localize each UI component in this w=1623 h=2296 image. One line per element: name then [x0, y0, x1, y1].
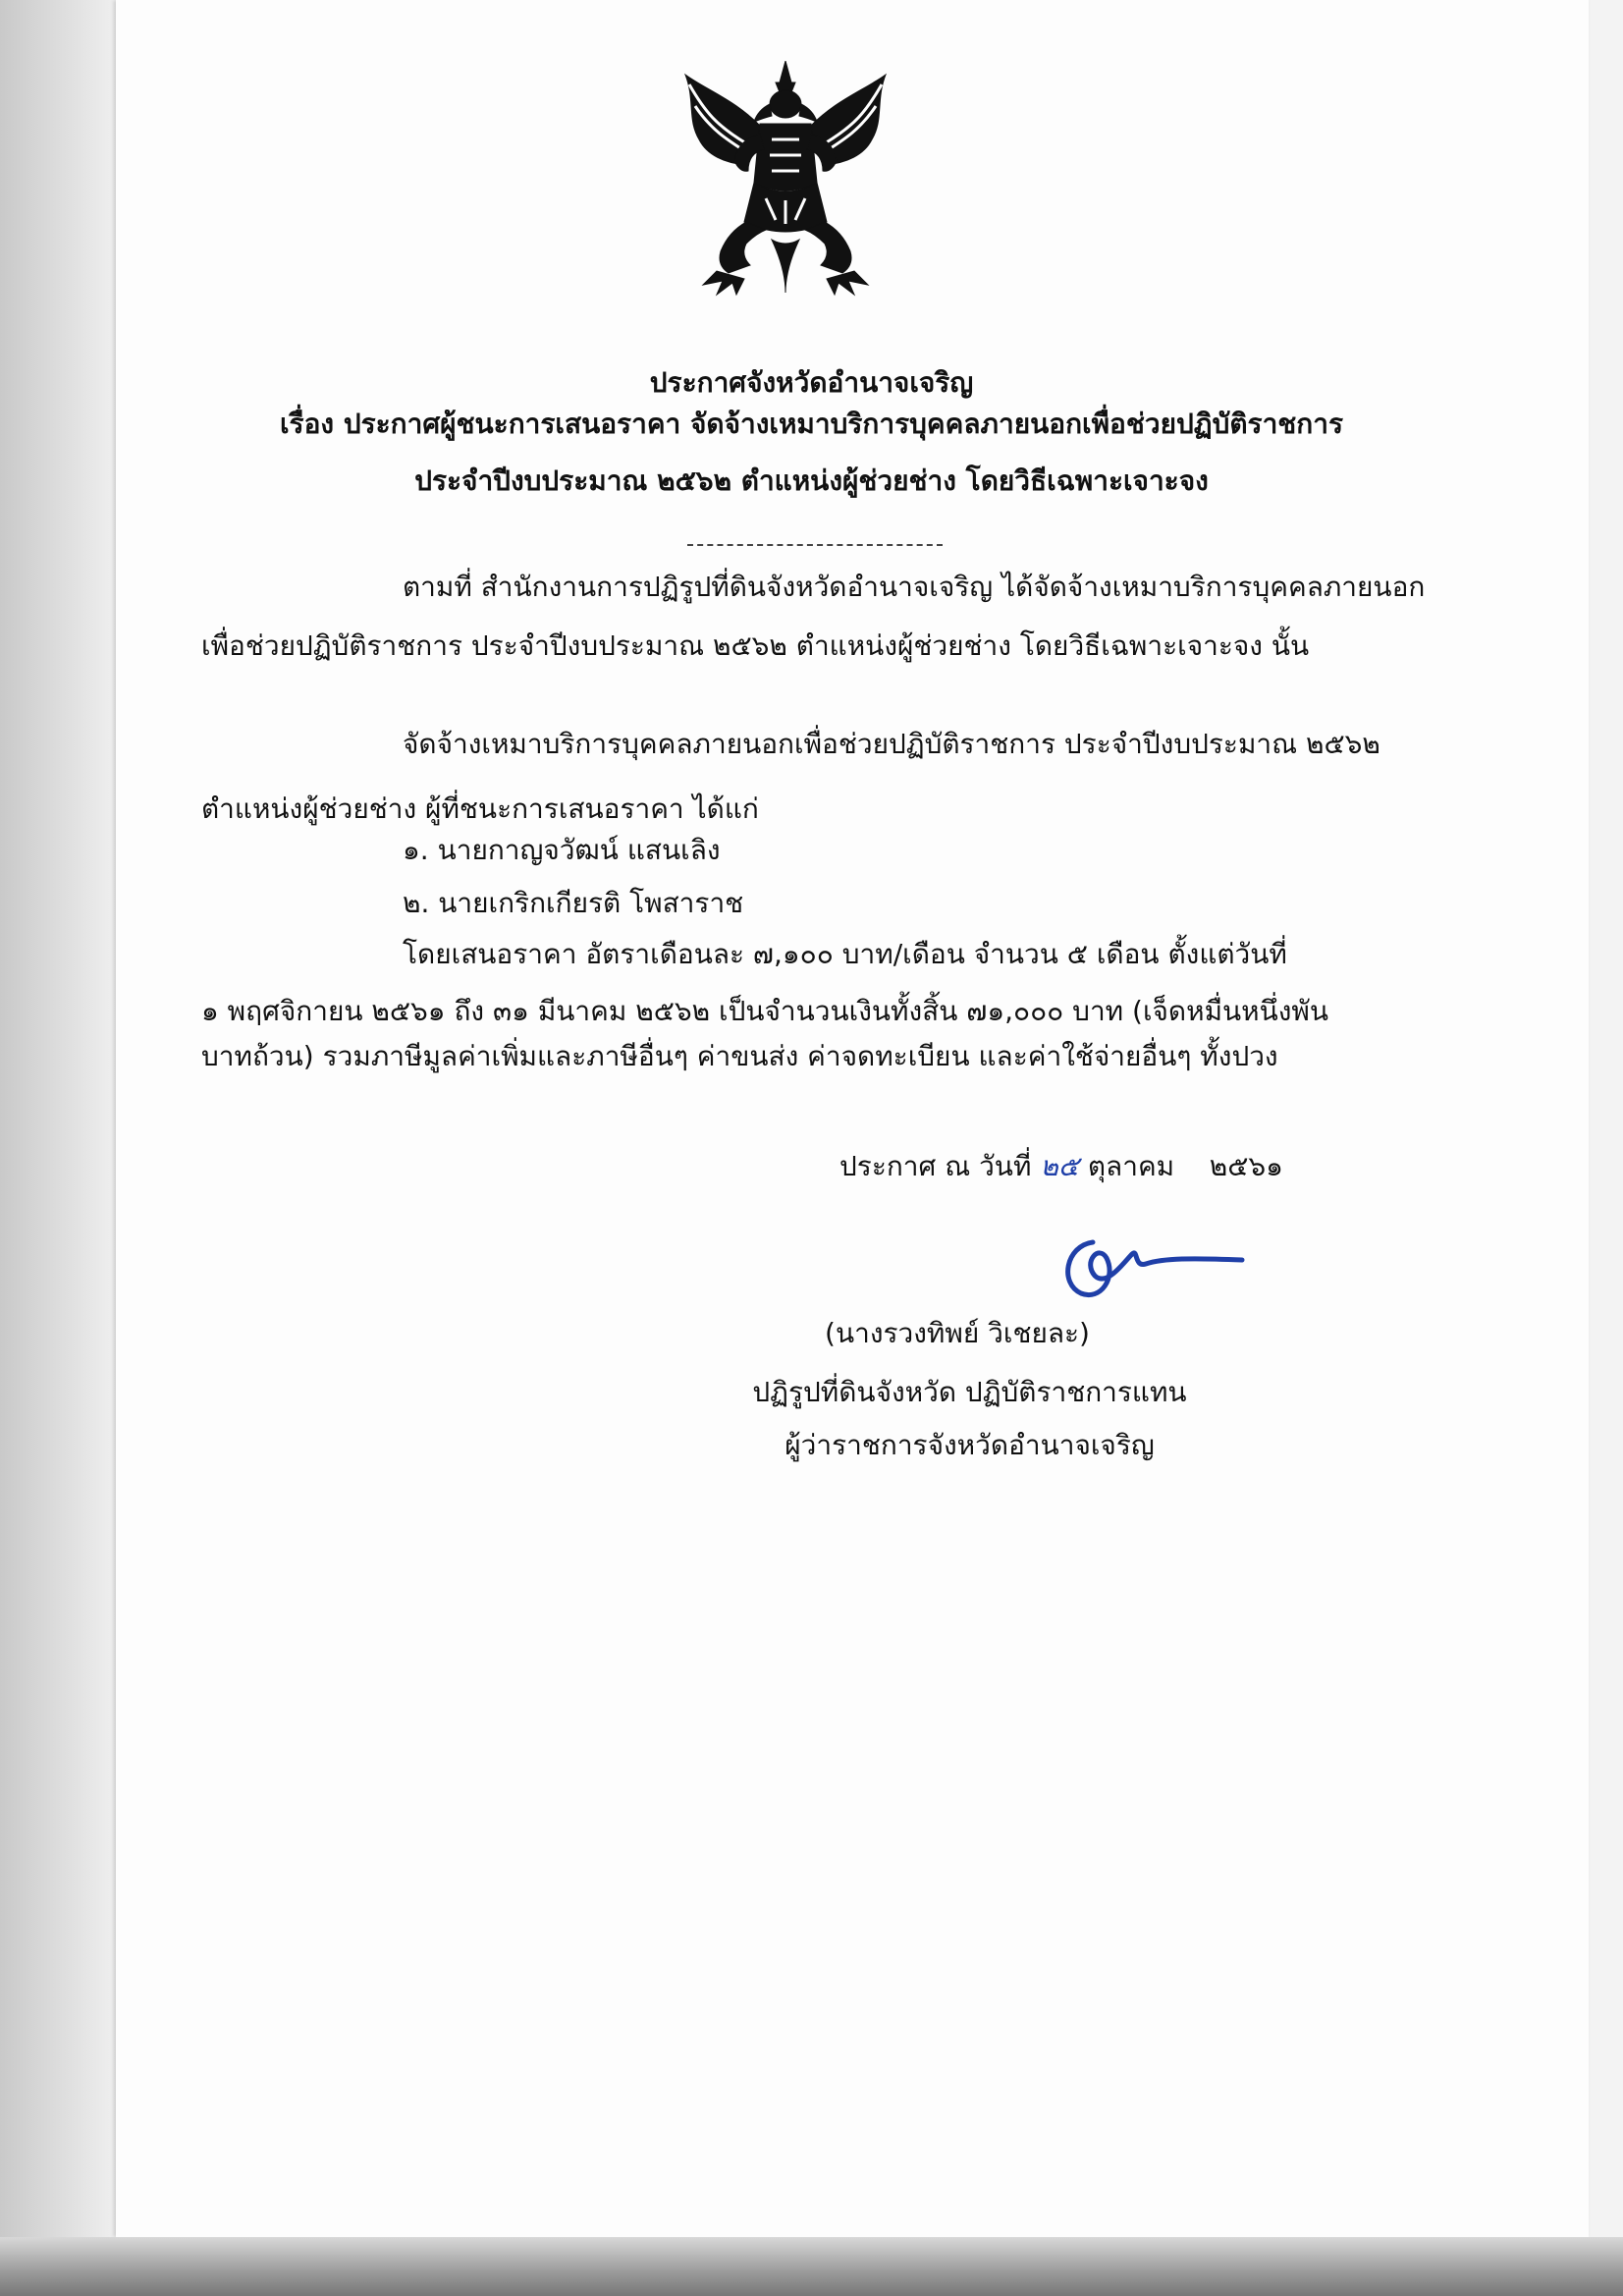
signatory-name: (นางรวงทิพย์ วิเชยละ) [825, 1317, 1090, 1349]
announcement-day-handwritten: ๒๕ [1040, 1150, 1079, 1182]
title-divider [687, 544, 943, 546]
paragraph-1-line-2: เพื่อช่วยปฏิบัติราชการ ประจำปีงบประมาณ ๒๕๖๒ ตำแหน่งผู้ช่วยช่าง โดยวิธีเฉพาะเจาะจง นั้น [201, 629, 1310, 662]
announcement-date-prefix: ประกาศ ณ วันที่ [839, 1150, 1032, 1182]
signatory-position-1: ปฏิรูปที่ดินจังหวัด ปฏิบัติราชการแทน [752, 1376, 1187, 1408]
signatory-position-2: ผู้ว่าราชการจังหวัดอำนาจเจริญ [784, 1429, 1155, 1461]
paragraph-1-line-1: ตามที่ สำนักงานการปฏิรูปที่ดินจังหวัดอำนาจเจริญ ได้จัดจ้างเหมาบริการบุคคลภายนอก [403, 571, 1426, 603]
paragraph-2-line-2: ตำแหน่งผู้ช่วยช่าง ผู้ที่ชนะการเสนอราคา ได้แก่ [201, 793, 759, 825]
document-title: ประกาศจังหวัดอำนาจเจริญ [649, 366, 974, 399]
paragraph-3-line-2: ๑ พฤศจิกายน ๒๕๖๑ ถึง ๓๑ มีนาคม ๒๕๖๒ เป็นจำนวนเงินทั้งสิ้น ๗๑,๐๐๐ บาท (เจ็ดหมื่นหนึ่งพัน [201, 995, 1329, 1027]
announcement-date [839, 1147, 1283, 1186]
winner-item-2: ๒. นายเกริกเกียรติ โพสาราช [403, 887, 744, 919]
announcement-year: ๒๕๖๑ [1209, 1150, 1283, 1182]
document-subject-line2: ประจำปีงบประมาณ ๒๕๖๒ ตำแหน่งผู้ช่วยช่าง โดยวิธีเฉพาะเจาะจง [414, 465, 1209, 497]
scan-edge-left [0, 0, 116, 2296]
document-page [116, 0, 1589, 2237]
scan-edge-bottom [0, 2237, 1623, 2296]
paragraph-2-line-1: จัดจ้างเหมาบริการบุคคลภายนอกเพื่อช่วยปฏิบัติราชการ ประจำปีงบประมาณ ๒๕๖๒ [403, 728, 1380, 760]
winner-item-1: ๑. นายกาญจวัฒน์ แสนเลิง [403, 834, 721, 866]
paragraph-3-line-1: โดยเสนอราคา อัตราเดือนละ ๗,๑๐๐ บาท/เดือน จำนวน ๕ เดือน ตั้งแต่วันที่ [403, 938, 1287, 970]
document-subject: เรื่อง ประกาศผู้ชนะการเสนอราคา จัดจ้างเหมาบริการบุคคลภายนอกเพื่อช่วยปฏิบัติราชการ [279, 408, 1344, 440]
paragraph-3-line-3: บาทถ้วน) รวมภาษีมูลค่าเพิ่มและภาษีอื่นๆ ค่าขนส่ง ค่าจดทะเบียน และค่าใช้จ่ายอื่นๆ ทั้งปวง [201, 1040, 1278, 1072]
announcement-month: ตุลาคม [1087, 1150, 1175, 1182]
handwritten-signature [1055, 1223, 1247, 1311]
garuda-emblem-icon [677, 61, 893, 304]
